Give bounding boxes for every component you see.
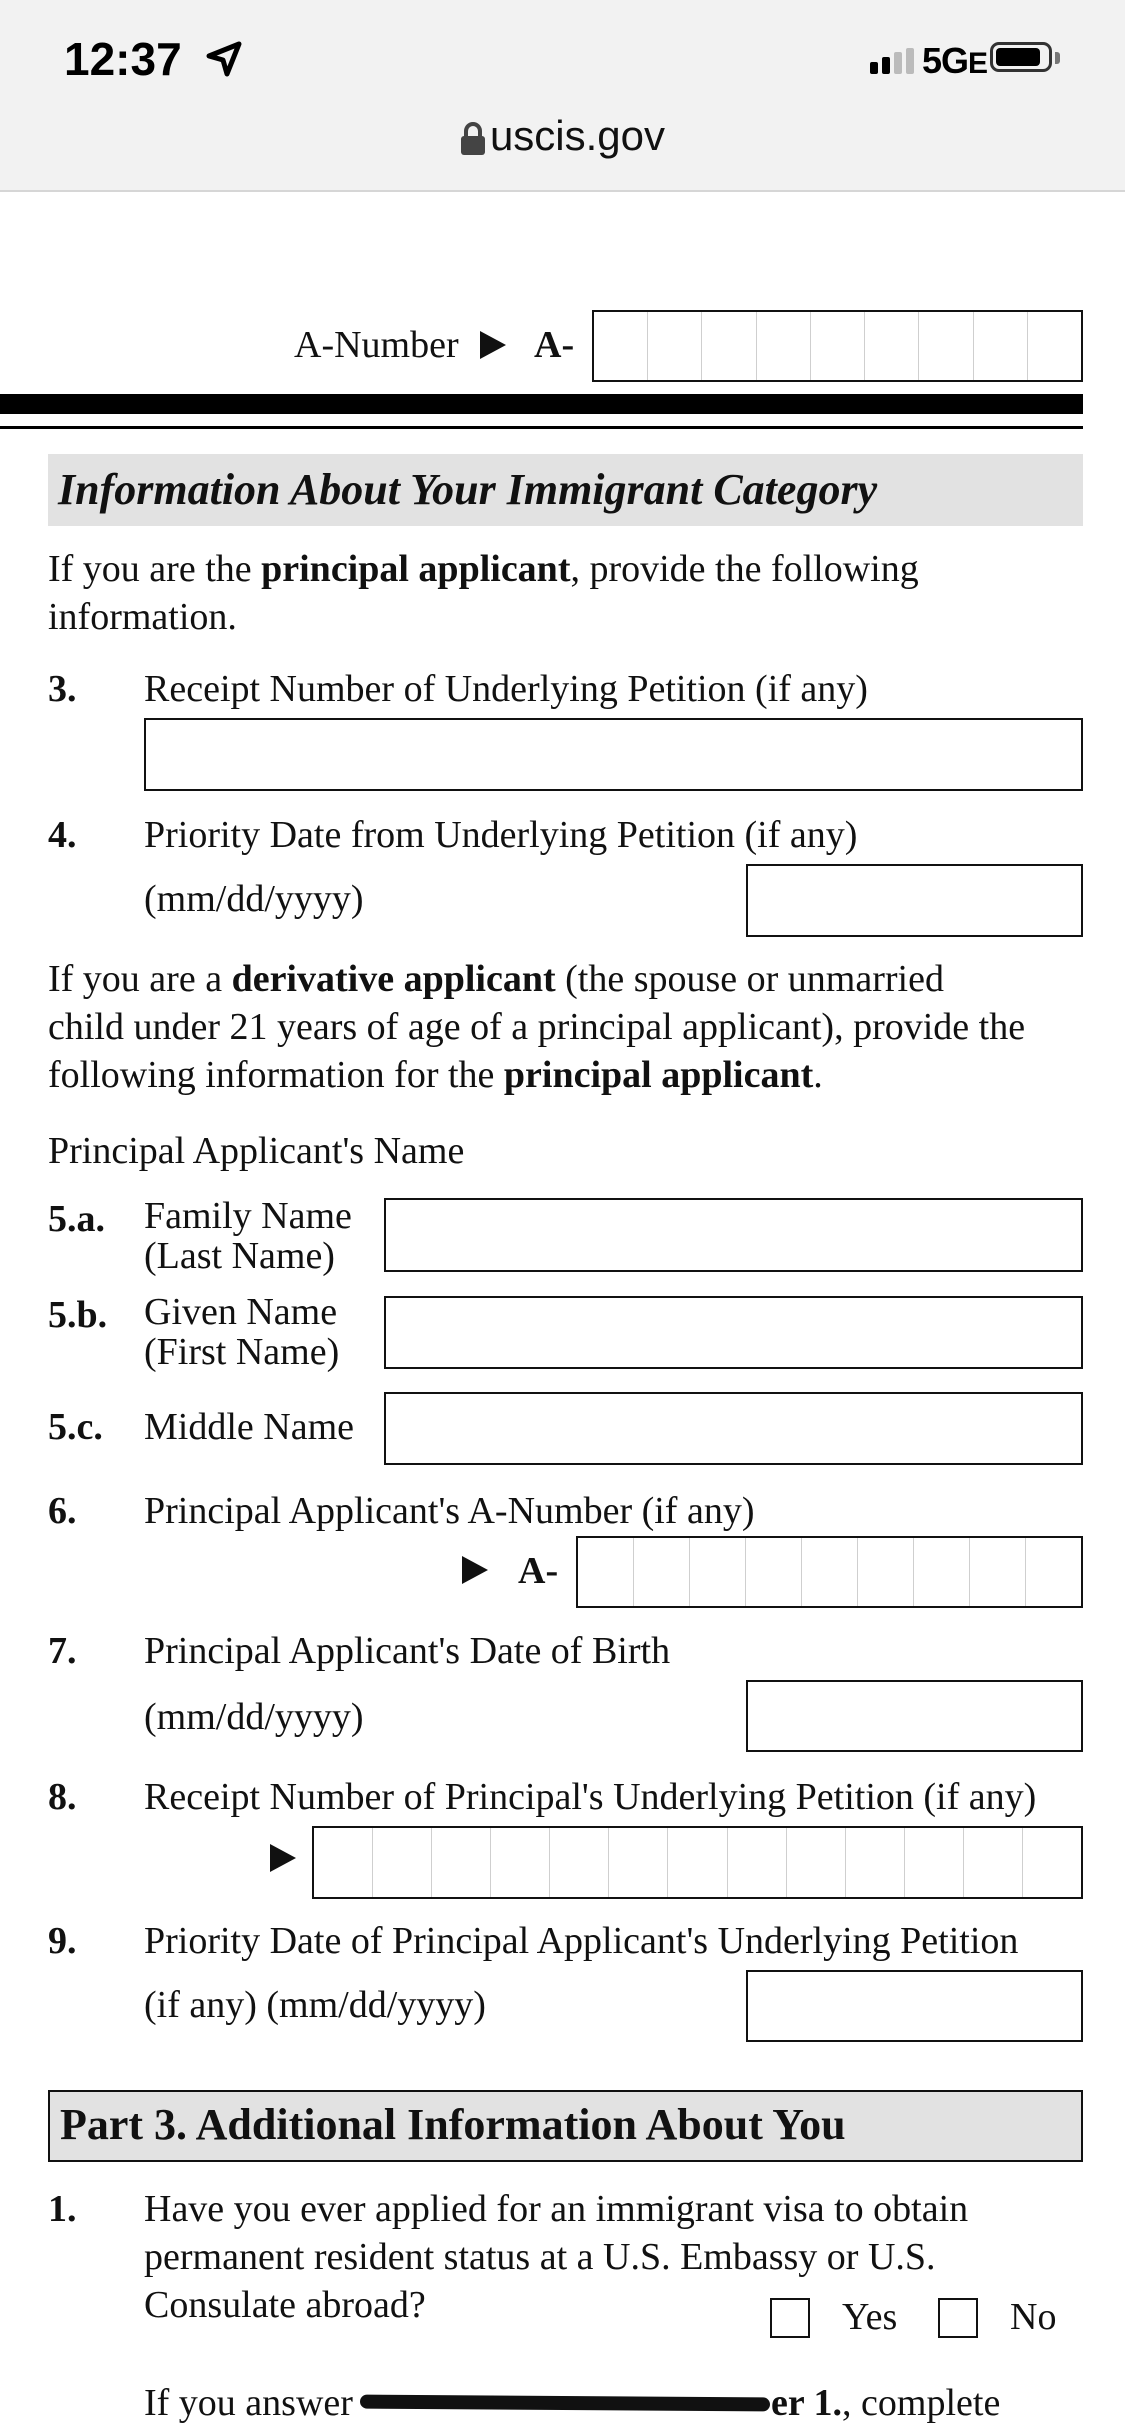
a-number-label: A-Number: [294, 324, 459, 366]
browser-status-bar: [0, 0, 1125, 192]
address-bar[interactable]: [0, 112, 1125, 160]
given-name-input[interactable]: [384, 1296, 1083, 1369]
part-3-title: Part 3. Additional Information About You: [60, 2100, 846, 2149]
intro-text: If you are the: [48, 548, 252, 590]
section-header: [48, 454, 1083, 526]
yes-checkbox[interactable]: [770, 2298, 810, 2338]
principal-intro-line1: [48, 546, 919, 592]
item-4-number: 4.: [48, 814, 77, 856]
item-5c-number: 5.c.: [48, 1406, 103, 1448]
redaction-scribble: [360, 2395, 770, 2412]
thick-divider: [0, 394, 1083, 414]
item-8-number: 8.: [48, 1776, 77, 1818]
network-indicator: [922, 40, 987, 82]
question-1-line2: permanent resident status at a U.S. Embassy or U.S.: [144, 2236, 936, 2278]
item-7-number: 7.: [48, 1630, 77, 1672]
item-5a-label: [144, 1196, 352, 1276]
cellular-signal-icon: [870, 48, 916, 74]
a-number-prefix: A-: [534, 324, 575, 366]
followup-text-end: [771, 2380, 1000, 2426]
derivative-text-end: (the spouse or unmarried: [565, 958, 944, 1000]
section-title: Information About Your Immigrant Category: [58, 465, 878, 514]
derivative-line3: [48, 1052, 823, 1098]
middle-name-input[interactable]: [384, 1392, 1083, 1465]
question-1-number: 1.: [48, 2188, 77, 2230]
item-7-format: (mm/dd/yyyy): [144, 1696, 364, 1738]
location-arrow-icon: [205, 40, 243, 78]
followup-tail: , complete: [842, 2382, 1001, 2424]
battery-icon: [990, 42, 1052, 72]
thin-divider: [0, 426, 1083, 429]
question-1-line3: Consulate abroad?: [144, 2284, 426, 2326]
followup-bold: er 1.: [771, 2382, 843, 2424]
principal-a-number-input[interactable]: [576, 1536, 1083, 1608]
item-9-format: (if any) (mm/dd/yyyy): [144, 1984, 486, 2026]
item-5b-label: [144, 1292, 339, 1372]
derivative-line2: child under 21 years of age of a principal applicant), provide the: [48, 1006, 1026, 1048]
item-6-label: Principal Applicant's A-Number (if any): [144, 1490, 755, 1532]
arrow-right-icon: [462, 1556, 488, 1584]
principal-receipt-number-input[interactable]: [312, 1826, 1083, 1899]
date-of-birth-input[interactable]: [746, 1680, 1083, 1752]
lock-icon: [460, 122, 486, 156]
battery-level: [996, 48, 1040, 66]
derivative-bold-3: principal applicant: [503, 1054, 814, 1096]
principal-name-heading: Principal Applicant's Name: [48, 1130, 465, 1172]
a-number-input[interactable]: [592, 310, 1083, 382]
no-label: No: [1010, 2296, 1057, 2338]
question-1-line1: Have you ever applied for an immigrant visa to obtain: [144, 2188, 969, 2230]
part-3-header: [48, 2090, 1083, 2162]
followup-text-start: If you answer: [144, 2382, 353, 2424]
priority-date-input[interactable]: [746, 864, 1083, 937]
network-type: 5G: [922, 40, 969, 81]
item-5b-number: 5.b.: [48, 1294, 108, 1336]
network-suffix: E: [968, 47, 988, 80]
item-4-label: Priority Date from Underlying Petition (if any): [144, 814, 858, 856]
battery-cap: [1055, 52, 1060, 64]
arrow-right-icon: [480, 331, 506, 359]
derivative-text: If you are a: [48, 958, 223, 1000]
clock-time: 12:37: [64, 33, 182, 85]
family-name-input[interactable]: [384, 1198, 1083, 1272]
yes-label: Yes: [842, 2296, 898, 2338]
item-9-label: Priority Date of Principal Applicant's Underlying Petition: [144, 1920, 1019, 1962]
receipt-number-input[interactable]: [144, 718, 1083, 791]
no-checkbox[interactable]: [938, 2298, 978, 2338]
arrow-right-icon: [270, 1844, 296, 1872]
principal-intro-line2: information.: [48, 596, 237, 638]
item-8-label: Receipt Number of Principal's Underlying Petition (if any): [144, 1776, 1037, 1818]
intro-bold: principal applicant: [261, 548, 571, 590]
derivative-bold: derivative applicant: [231, 958, 556, 1000]
url-text: uscis.gov: [489, 112, 666, 159]
item-6-number: 6.: [48, 1490, 77, 1532]
derivative-line1: [48, 956, 944, 1002]
family-name-label: Family Name: [144, 1195, 352, 1237]
last-name-label: (Last Name): [144, 1235, 335, 1277]
item-4-format: (mm/dd/yyyy): [144, 878, 364, 920]
given-name-label: Given Name: [144, 1291, 338, 1333]
item-5c-label: Middle Name: [144, 1406, 355, 1448]
item-7-label: Principal Applicant's Date of Birth: [144, 1630, 671, 1672]
intro-text-end: , provide the following: [570, 548, 919, 590]
principal-priority-date-input[interactable]: [746, 1970, 1083, 2042]
item-9-number: 9.: [48, 1920, 77, 1962]
item-5a-number: 5.a.: [48, 1198, 105, 1240]
item-6-prefix: A-: [518, 1550, 559, 1592]
item-3-label: Receipt Number of Underlying Petition (if any): [144, 668, 868, 710]
derivative-text-3: following information for the: [48, 1054, 495, 1096]
item-3-number: 3.: [48, 668, 77, 710]
first-name-label: (First Name): [144, 1331, 340, 1373]
derivative-period: .: [813, 1054, 823, 1096]
